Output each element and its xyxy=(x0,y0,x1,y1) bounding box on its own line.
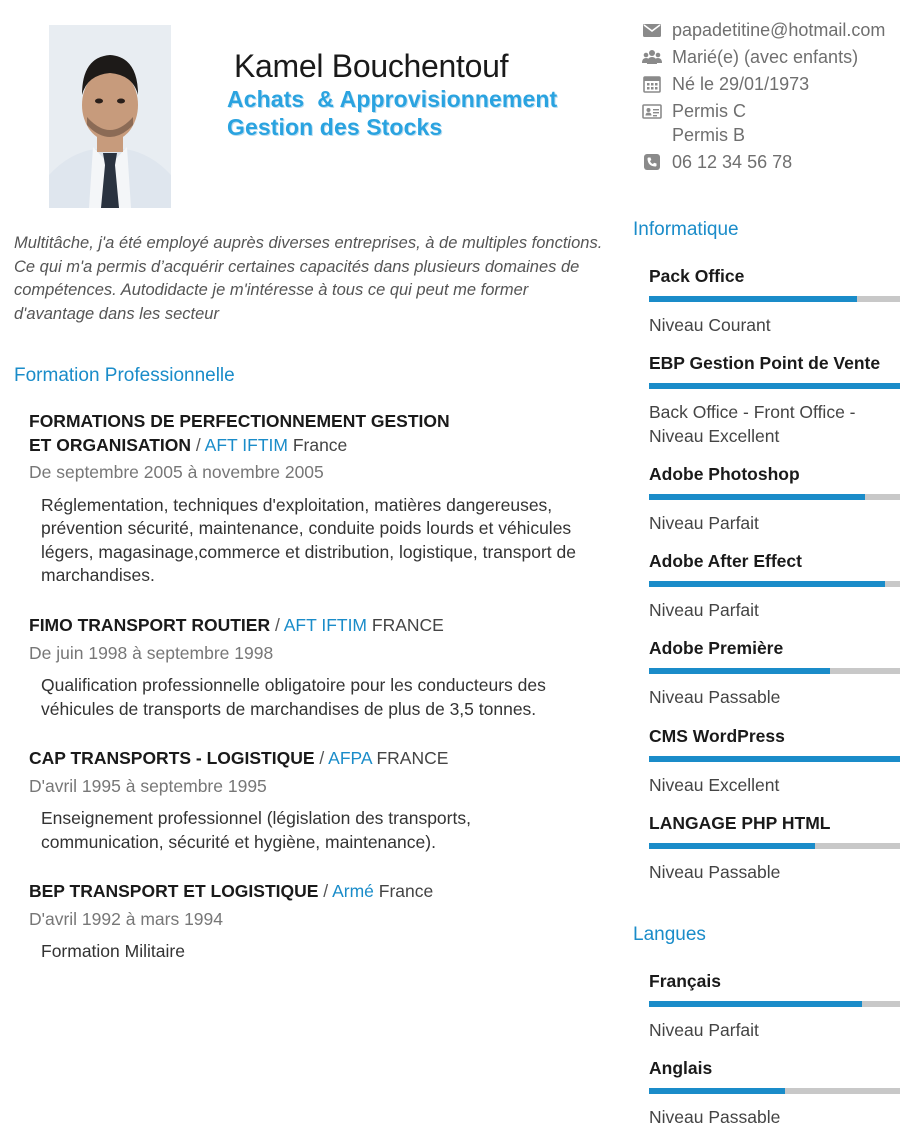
language-name: Français xyxy=(649,971,721,991)
formation-location: France xyxy=(292,434,348,455)
profile-summary: Multitâche, j'a été employé auprès diverses entreprises, à de multiples fonctions. Ce qui m'a permis d’acquérir certaines capacités dans plusieurs domaines de compétences. Autodidacte je m'intéresse à tous ce qui peut me former d'avantage dans les secteur xyxy=(14,234,603,323)
skill-bar xyxy=(649,494,900,500)
licences-text xyxy=(672,99,746,147)
skill-bar-fill xyxy=(649,383,900,389)
skill-level: Niveau Excellent xyxy=(649,775,780,795)
licence-2: Permis B xyxy=(672,125,746,145)
formation-item xyxy=(29,880,589,964)
formation-heading xyxy=(29,410,469,457)
formation-location: FRANCE xyxy=(376,748,449,768)
skill-bar-fill xyxy=(649,843,815,849)
phone-text: 06 12 34 56 78 xyxy=(672,152,793,172)
langues-section-title: Langues xyxy=(633,924,706,945)
formation-description: Enseignement professionnel (législation des transports, communication, sécurité et hygiène, maintenance). xyxy=(41,808,471,852)
skill-bar-fill xyxy=(649,581,885,587)
skill-name: Adobe After Effect xyxy=(649,551,802,571)
formation-separator: / xyxy=(191,434,205,455)
formation-item xyxy=(29,614,589,721)
formation-item xyxy=(29,747,589,854)
skill-level: Niveau Passable xyxy=(649,687,781,707)
informatique-section-title: Informatique xyxy=(633,219,739,240)
skill-bar-fill xyxy=(649,494,865,500)
skill-level: Back Office - Front Office - Niveau Excellent xyxy=(649,402,856,446)
skill-name: Pack Office xyxy=(649,266,745,286)
envelope-icon xyxy=(640,18,664,42)
profile-photo xyxy=(49,25,171,208)
formation-org: Armé xyxy=(332,881,374,901)
skill-item xyxy=(649,463,900,536)
skill-name: EBP Gestion Point de Vente xyxy=(649,353,881,373)
skill-item xyxy=(649,550,900,623)
skill-bar xyxy=(649,843,900,849)
skill-name: Adobe Première xyxy=(649,638,784,658)
id-card-icon xyxy=(640,99,664,123)
formation-location: France xyxy=(378,881,434,901)
licence-1: Permis C xyxy=(672,101,747,121)
language-bar xyxy=(649,1088,900,1094)
formation-name: CAP TRANSPORTS - LOGISTIQUE xyxy=(29,748,315,768)
language-name: Anglais xyxy=(649,1058,713,1078)
skill-item xyxy=(649,725,900,798)
formation-org: AFT IFTIM xyxy=(283,615,368,635)
skill-item xyxy=(649,265,900,338)
formation-separator: / xyxy=(314,748,329,768)
formation-separator: / xyxy=(270,615,284,635)
skill-bar-fill xyxy=(649,756,900,762)
formation-name: BEP TRANSPORT ET LOGISTIQUE xyxy=(29,881,319,901)
language-level: Niveau Passable xyxy=(649,1107,781,1127)
formation-heading xyxy=(29,747,589,771)
skill-name: CMS WordPress xyxy=(649,726,785,746)
skill-bar xyxy=(649,296,900,302)
job-title-1: Achats & Approvisionnement xyxy=(227,86,558,112)
language-bar-fill xyxy=(649,1001,862,1007)
phone-icon xyxy=(640,150,664,174)
skill-item xyxy=(649,637,900,710)
language-item xyxy=(649,1057,900,1130)
birth-text: Né le 29/01/1973 xyxy=(672,74,810,94)
profile-photo-illustration xyxy=(49,25,171,208)
contact-birth xyxy=(640,72,900,99)
formation-org: AFPA xyxy=(328,748,372,768)
contact-block xyxy=(640,18,900,177)
formation-item xyxy=(29,410,576,588)
skill-bar xyxy=(649,756,900,762)
formation-separator: / xyxy=(318,881,333,901)
contact-licences xyxy=(640,99,900,150)
language-item xyxy=(649,970,900,1043)
skill-bar xyxy=(649,668,900,674)
language-bar xyxy=(649,1001,900,1007)
formation-description: Formation Militaire xyxy=(41,941,185,961)
skill-bar-fill xyxy=(649,296,857,302)
users-icon xyxy=(640,45,664,69)
formation-description: Réglementation, techniques d'exploitation, matières dangereuses, prévention sécurité, maintenance, conduite poids lourds et véhicules légers, magasinage,commerce et distribution, logistique, transport de marchandises. xyxy=(41,494,576,585)
skill-level: Niveau Courant xyxy=(649,315,771,335)
status-text: Marié(e) (avec enfants) xyxy=(672,47,859,67)
contact-status xyxy=(640,45,900,72)
skill-bar-fill xyxy=(649,668,830,674)
skill-level: Niveau Parfait xyxy=(649,513,759,533)
skill-name: Adobe Photoshop xyxy=(649,464,800,484)
calendar-icon xyxy=(640,72,664,96)
skill-level: Niveau Parfait xyxy=(649,600,759,620)
skill-item xyxy=(649,812,900,885)
skill-item xyxy=(649,352,900,448)
formation-date: D'avril 1992 à mars 1994 xyxy=(29,908,223,929)
skill-name: LANGAGE PHP HTML xyxy=(649,813,831,833)
formation-heading xyxy=(29,880,589,904)
language-level: Niveau Parfait xyxy=(649,1020,759,1040)
email-text: papadetitine@hotmail.com xyxy=(672,20,886,40)
formation-date: De juin 1998 à septembre 1998 xyxy=(29,642,274,663)
contact-email[interactable] xyxy=(640,18,900,45)
job-title-2: Gestion des Stocks xyxy=(227,114,443,140)
language-bar-fill xyxy=(649,1088,785,1094)
formation-date: De septembre 2005 à novembre 2005 xyxy=(29,462,324,482)
candidate-name: Kamel Bouchentouf xyxy=(234,48,509,84)
formation-heading xyxy=(29,614,589,638)
formation-description: Qualification professionnelle obligatoire pour les conducteurs des véhicules de transports de marchandises de plus de 3,5 tonnes. xyxy=(41,675,546,719)
formation-section-title: Formation Professionnelle xyxy=(14,365,235,386)
formation-date: D'avril 1995 à septembre 1995 xyxy=(29,775,267,796)
skill-bar xyxy=(649,383,900,389)
formation-name: FIMO TRANSPORT ROUTIER xyxy=(29,615,271,635)
formation-org: AFT IFTIM xyxy=(204,434,288,455)
skill-level: Niveau Passable xyxy=(649,862,781,882)
contact-phone[interactable] xyxy=(640,150,900,177)
skill-bar xyxy=(649,581,900,587)
formation-location: FRANCE xyxy=(371,615,444,635)
formation-name: FORMATIONS DE PERFECTIONNEMENT GESTION ET ORGANISATION xyxy=(29,411,450,455)
